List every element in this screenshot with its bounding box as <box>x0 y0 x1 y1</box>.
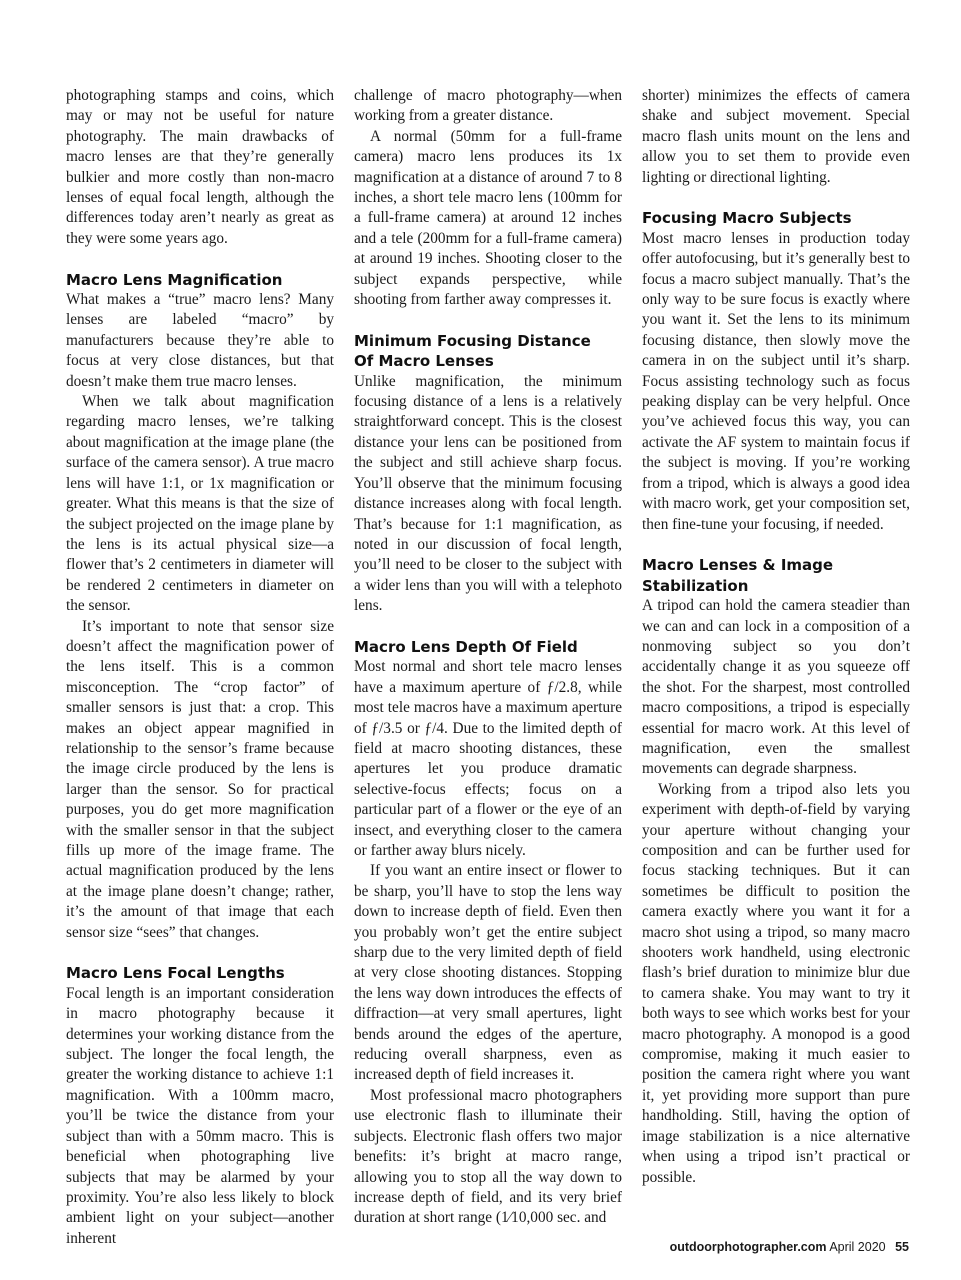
text-column-3 <box>642 86 910 1188</box>
paragraph: What makes a “true” macro lens? Many lenses are labeled “macro” by manufacturers because they’re able to focus at very close distances, but that doesn’t make them true macro lenses. <box>66 291 334 390</box>
paragraph: photographing stamps and coins, which may or may not be useful for nature photography. The main drawbacks of macro lenses are that they’re generally bulkier and more costly than non-macro lenses of equal focal length, although the differences today aren’t nearly as great as they were some years ago. <box>66 87 334 247</box>
paragraph: If you want an entire insect or flower to be sharp, you’ll have to stop the lens way down to increase depth of field. Even then you probably won’t get the entire subject sharp due to the very limited depth of field at very close shooting distances. Stopping the lens way down introduces the effects of diffraction—at very small apertures, light bends around the edges of the aperture, reducing overall sharpness, even as increased depth of field increases it. <box>354 862 622 1084</box>
paragraph: Most professional macro photographers use electronic flash to illuminate their subjects. Electronic flash offers two major benefits: it’s bright at macro range, allowing you to stop all the way down to increase depth of field, and its very brief duration at short range (1⁄10,000 sec. and <box>354 1086 622 1227</box>
paragraph: shorter) minimizes the effects of camera shake and subject movement. Special macro flash units mount on the lens and allow you to set them to provide even lighting or directional lighting. <box>642 87 910 186</box>
footer-site-name: outdoorphotographer.com <box>669 1240 827 1254</box>
paragraph: Working from a tripod also lets you experiment with depth-of-field by varying your aperture without changing your composition and can be further used for focus stacking techniques. But it can sometimes be difficult to position the camera exactly where you want it for a macro shot using a tripod, so many macro shooters work handheld, using electronic flash’s brief duration to minimize blur due to camera shake. You may want to try it both ways to see which works best for your macro photography. A monopod is a good compromise, making it much easier to position the camera right where you want it, yet providing more support than pure handholding. Still, having the option of image stabilization is a nice alternative when using a tripod isn’t practical or possible. <box>642 780 910 1186</box>
page-number: 55 <box>895 1240 909 1254</box>
heading-line: Minimum Focusing Distance <box>354 331 591 350</box>
paragraph: Most macro lenses in production today offer autofocusing, but it’s generally best to focus a macro subject manually. That’s the only way to be sure focus is exactly where you want it. Set the lens to its minimum focusing distance, then slowly move the camera in on the subject until it’s sharp. Focus assisting technology such as focus peaking display can be very helpful. Once you’ve achieved focus this way, you can activate the AF system to maintain focus if the subject is moving. If you’re working from a tripod, which is always a good idea with macro work, get your composition set, then fine-tune your focusing, if needed. <box>642 229 910 533</box>
heading-line: Stabilization <box>642 576 749 595</box>
section-heading-minimum-focusing-distance <box>354 331 622 372</box>
section-heading-magnification: Macro Lens Magnification <box>66 270 283 289</box>
paragraph: A normal (50mm for a full-frame camera) macro lens produces its 1x magnification at a distance of around 7 to 8 inches, a short tele macro lens (100mm for a full-frame camera) at around 12 inches and a tele (200mm for a full-frame camera) at around 19 inches. Shooting closer to the subject expands perspective, while shooting from farther away compresses it. <box>354 127 622 309</box>
paragraph: Unlike magnification, the minimum focusing distance of a lens is a relatively straightforward concept. This is the closest distance your lens can be positioned from the subject and still achieve sharp focus. You’ll observe that the minimum focusing distance increases along with focal length. That’s because for 1:1 magnification, as noted in our discussion of focal length, you’ll need to be closer to the subject with a wider lens than you will with a telephoto lens. <box>354 372 622 615</box>
heading-line: Macro Lenses & Image <box>642 556 834 575</box>
paragraph: Focal length is an important consideration in macro photography because it determines your working distance from the subject. The longer the focal length, the greater the working distance to achieve 1:1 magnification. With a 100mm macro, you’ll be twice the distance from your subject than with a 50mm macro. This is beneficial when photographing live subjects that may be alarmed by your proximity. You’re also less likely to block ambient light on your subject—another inherent <box>66 984 334 1247</box>
section-heading-image-stabilization <box>642 555 910 596</box>
paragraph: Most normal and short tele macro lenses have a maximum aperture of ƒ/2.8, while most tele macros have a maximum aperture of ƒ/3.5 or ƒ/4. Due to the limited depth of field at macro shooting distances, these apertures let you produce dramatic selective-focus effects; focus on a particular part of a flower or the eye of an insect, and everything closer to the camera or farther away blurs nicely. <box>354 658 622 859</box>
section-heading-depth-of-field: Macro Lens Depth Of Field <box>354 637 578 656</box>
text-column-1 <box>66 86 334 1249</box>
paragraph: When we talk about magnification regarding macro lenses, we’re talking about magnification at the image plane (the surface of the camera sensor). A true macro lens will have 1:1, or 1x magnification or greater. What this means is that the size of the subject projected on the image plane by the lens is its actual physical size—a flower that’s 2 centimeters in diameter will be rendered 2 centimeters in diameter on the sensor. <box>66 393 334 615</box>
paragraph: A tripod can hold the camera steadier than we can and can lock in a composition of a nonmoving subject so you don’t accidentally change it as you squeeze off the shot. For the sharpest, most controlled macro compositions, a tripod is especially essential for macro work. At this level of magnification, even the smallest movements can degrade sharpness. <box>642 597 910 778</box>
heading-line: Of Macro Lenses <box>354 352 494 371</box>
section-heading-focusing-macro-subjects: Focusing Macro Subjects <box>642 209 852 228</box>
paragraph: challenge of macro photography—when working from a greater distance. <box>354 87 622 125</box>
section-heading-focal-lengths: Macro Lens Focal Lengths <box>66 964 285 983</box>
paragraph: It’s important to note that sensor size doesn’t affect the magnification power of the lens itself. This is a common misconception. The “crop factor” of smaller sensors is just that: a crop. This makes an object appear magnified in relationship to the sensor’s frame because the image circle produced by the lens is larger than the sensor. So for practical purposes, you do get more magnification with the smaller sensor in that the subject fills up more of the image frame. The actual magnification produced by the lens at the image plane doesn’t change; rather, it’s the amount of that image that each sensor size “sees” that changes. <box>66 617 334 941</box>
page-footer <box>670 1240 909 1254</box>
footer-issue-date: April 2020 <box>829 1240 886 1254</box>
text-column-2 <box>354 86 622 1229</box>
